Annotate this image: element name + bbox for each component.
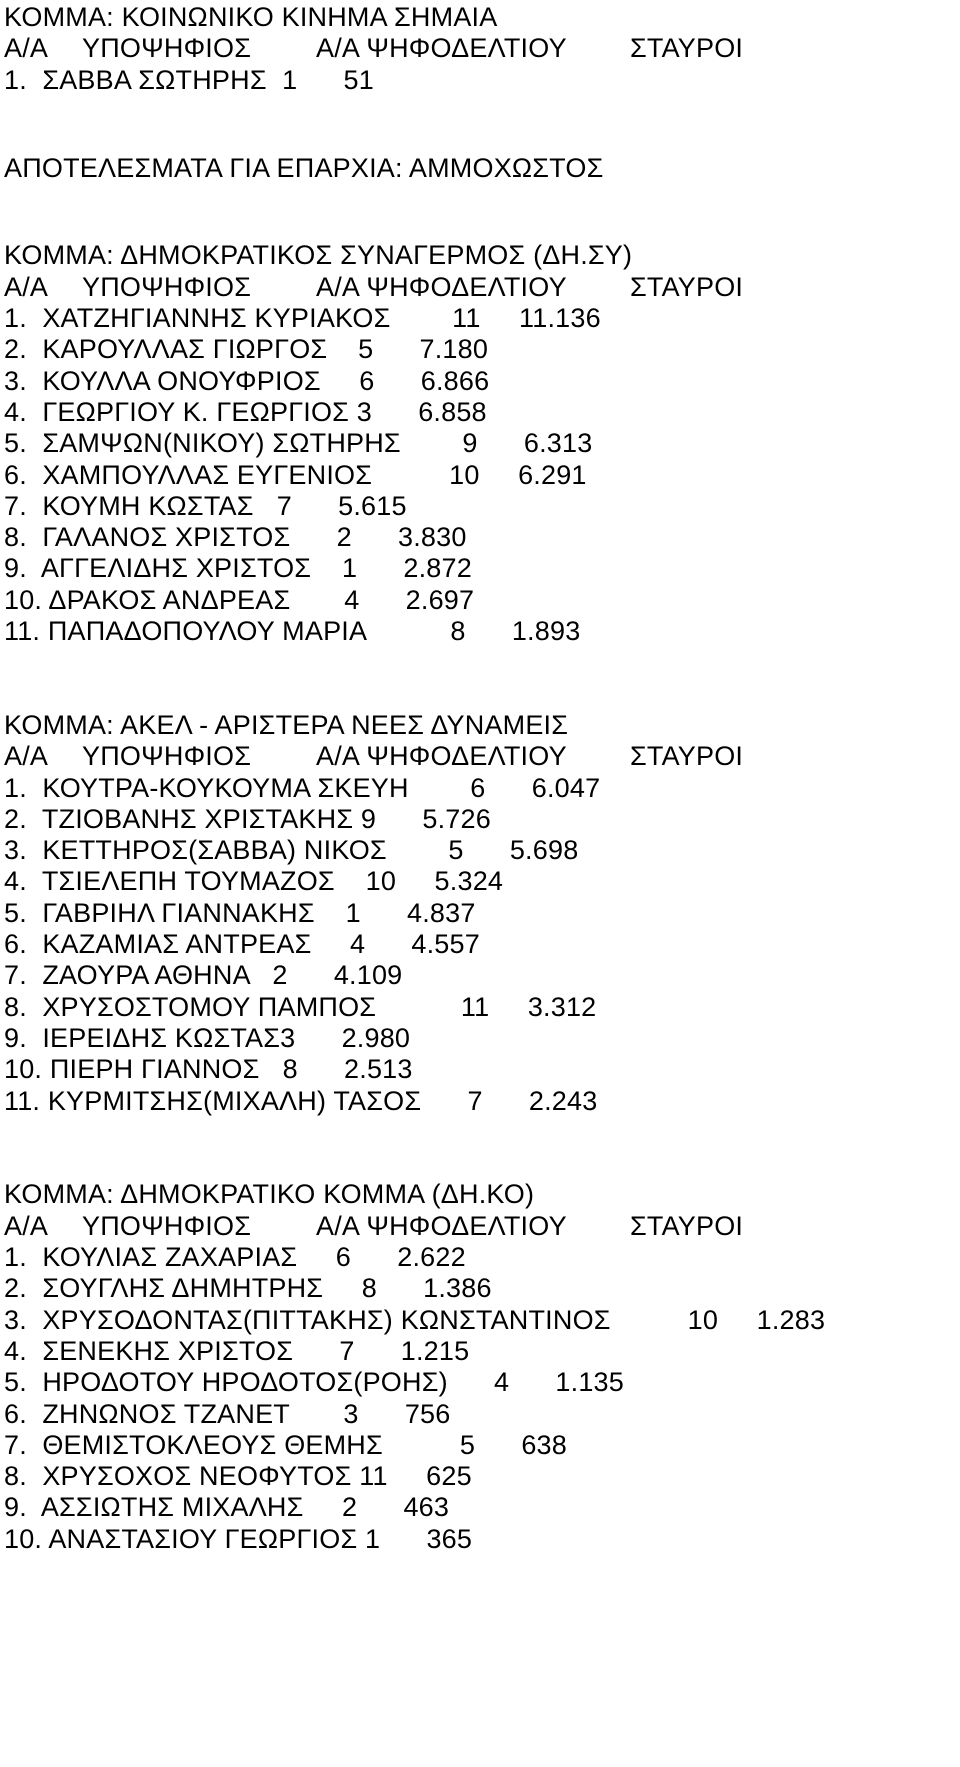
table-row: 3. ΚΕΤΤΗΡΟΣ(ΣΑΒΒΑ) ΝΙΚΟΣ 5 5.698 — [4, 835, 579, 866]
column-header: ΥΠΟΨΗΦΙΟΣ — [82, 741, 252, 772]
table-row: 5. ΓΑΒΡΙΗΛ ΓΙΑΝΝΑΚΗΣ 1 4.837 — [4, 897, 476, 928]
column-header: ΣΤΑΥΡΟΙ — [630, 741, 744, 772]
table-row: 7. ΘΕΜΙΣΤΟΚΛΕΟΥΣ ΘΕΜΗΣ 5 638 — [4, 1429, 567, 1460]
table-header — [0, 739, 960, 773]
table-row: 3. ΚΟΥΛΛΑ ΟΝΟΥΦΡΙΟΣ 6 6.866 — [4, 365, 490, 396]
column-header: ΥΠΟΨΗΦΙΟΣ — [82, 271, 252, 302]
table-header — [0, 31, 960, 65]
table-row: 9. ΙΕΡΕΙΔΗΣ ΚΩΣΤΑΣ3 2.980 — [4, 1022, 411, 1053]
table-row: 7. ΚΟΥΜΗ ΚΩΣΤΑΣ 7 5.615 — [4, 490, 407, 521]
table-row: 8. ΧΡΥΣΟΣΤΟΜΟΥ ΠΑΜΠΟΣ 11 3.312 — [4, 991, 597, 1022]
table-header — [0, 270, 960, 304]
table-header — [0, 1209, 960, 1243]
table-row: 8. ΓΑΛΑΝΟΣ ΧΡΙΣΤΟΣ 2 3.830 — [4, 522, 467, 553]
table-row: 5. ΣΑΜΨΩΝ(ΝΙΚΟΥ) ΣΩΤΗΡΗΣ 9 6.313 — [4, 428, 593, 459]
column-header: Α/Α — [4, 271, 49, 302]
table-row: 6. ΚΑΖΑΜΙΑΣ ΑΝΤΡΕΑΣ 4 4.557 — [4, 929, 480, 959]
table-row: 2. ΣΟΥΓΛΗΣ ΔΗΜΗΤΡΗΣ 8 1.386 — [4, 1273, 492, 1304]
party-title: ΚΟΜΜΑ: ΚΟΙΝΩΝΙΚΟ ΚΙΝΗΜΑ ΣΗΜΑΙΑ — [4, 2, 498, 32]
table-row: 10. ΠΙΕΡΗ ΓΙΑΝΝΟΣ 8 2.513 — [4, 1054, 413, 1085]
table-row: 10. ΔΡΑΚΟΣ ΑΝΔΡΕΑΣ 4 2.697 — [4, 584, 475, 615]
column-header: Α/Α — [4, 741, 49, 772]
table-row: 8. ΧΡΥΣΟΧΟΣ ΝΕΟΦΥΤΟΣ 11 625 — [4, 1461, 472, 1492]
table-row: 1. ΚΟΥΛΙΑΣ ΖΑΧΑΡΙΑΣ 6 2.622 — [4, 1242, 466, 1272]
column-header: ΣΤΑΥΡΟΙ — [630, 33, 744, 64]
table-row: 4. ΤΣΙΕΛΕΠΗ ΤΟΥΜΑΖΟΣ 10 5.324 — [4, 866, 504, 897]
column-header: ΣΤΑΥΡΟΙ — [630, 271, 744, 302]
column-header: ΥΠΟΨΗΦΙΟΣ — [82, 33, 252, 64]
table-row: 2. ΤΖΙΟΒΑΝΗΣ ΧΡΙΣΤΑΚΗΣ 9 5.726 — [4, 803, 491, 834]
table-row: 4. ΣΕΝΕΚΗΣ ΧΡΙΣΤΟΣ 7 1.215 — [4, 1335, 470, 1366]
column-header: Α/Α ΨΗΦΟΔΕΛΤΙΟΥ — [316, 741, 567, 772]
table-row: 5. ΗΡΟΔΟΤΟΥ ΗΡΟΔΟΤΟΣ(ΡΟΗΣ) 4 1.135 — [4, 1367, 624, 1398]
district-title: ΑΠΟΤΕΛΕΣΜΑΤΑ ΓΙΑ ΕΠΑΡΧΙΑ: ΑΜΜΟΧΩΣΤΟΣ — [4, 152, 604, 183]
table-row: 6. ΧΑΜΠΟΥΛΛΑΣ ΕΥΓΕΝΙΟΣ 10 6.291 — [4, 459, 587, 490]
table-row: 7. ΖΑΟΥΡΑ ΑΘΗΝΑ 2 4.109 — [4, 960, 403, 991]
column-header: Α/Α — [4, 33, 49, 64]
table-row: 6. ΖΗΝΩΝΟΣ ΤΖΑΝΕΤ 3 756 — [4, 1398, 451, 1429]
table-row: 11. ΠΑΠΑΔΟΠΟΥΛΟΥ ΜΑΡΙΑ 8 1.893 — [4, 616, 581, 646]
party-title: ΚΟΜΜΑ: ΔΗΜΟΚΡΑΤΙΚΟ ΚΟΜΜΑ (ΔΗ.ΚΟ) — [4, 1179, 535, 1210]
party-title: ΚΟΜΜΑ: ΔΗΜΟΚΡΑΤΙΚΟΣ ΣΥΝΑΓΕΡΜΟΣ (ΔΗ.ΣΥ) — [4, 240, 633, 271]
column-header: Α/Α ΨΗΦΟΔΕΛΤΙΟΥ — [316, 271, 567, 302]
table-row: 11. ΚΥΡΜΙΤΣΗΣ(ΜΙΧΑΛΗ) ΤΑΣΟΣ 7 2.243 — [4, 1085, 598, 1116]
column-header: Α/Α — [4, 1210, 49, 1241]
column-header: Α/Α ΨΗΦΟΔΕΛΤΙΟΥ — [316, 33, 567, 64]
column-header: ΥΠΟΨΗΦΙΟΣ — [82, 1210, 252, 1241]
column-header: Α/Α ΨΗΦΟΔΕΛΤΙΟΥ — [316, 1210, 567, 1241]
party-title: ΚΟΜΜΑ: ΑΚΕΛ - ΑΡΙΣΤΕΡΑ ΝΕΕΣ ΔΥΝΑΜΕΙΣ — [4, 709, 569, 740]
table-row: 3. ΧΡΥΣΟΔΟΝΤΑΣ(ΠΙΤΤΑΚΗΣ) ΚΩΝΣΤΑΝΤΙΝΟΣ 10 1.283 — [4, 1304, 826, 1335]
table-row: 1. ΣΑΒΒΑ ΣΩΤΗΡΗΣ 1 51 — [4, 64, 374, 95]
table-row: 10. ΑΝΑΣΤΑΣΙΟΥ ΓΕΩΡΓΙΟΣ 1 365 — [4, 1523, 473, 1554]
table-row: 4. ΓΕΩΡΓΙΟΥ Κ. ΓΕΩΡΓΙΟΣ 3 6.858 — [4, 396, 487, 427]
table-row: 9. ΑΣΣΙΩΤΗΣ ΜΙΧΑΛΗΣ 2 463 — [4, 1492, 450, 1523]
column-header: ΣΤΑΥΡΟΙ — [630, 1210, 744, 1241]
table-row: 1. ΧΑΤΖΗΓΙΑΝΝΗΣ ΚΥΡΙΑΚΟΣ 11 11.136 — [4, 303, 601, 333]
table-row: 9. ΑΓΓΕΛΙΔΗΣ ΧΡΙΣΤΟΣ 1 2.872 — [4, 553, 472, 584]
table-row: 1. ΚΟΥΤΡΑ-ΚΟΥΚΟΥΜΑ ΣΚΕΥΗ 6 6.047 — [4, 772, 601, 803]
table-row: 2. ΚΑΡΟΥΛΛΑΣ ΓΙΩΡΓΟΣ 5 7.180 — [4, 334, 489, 365]
